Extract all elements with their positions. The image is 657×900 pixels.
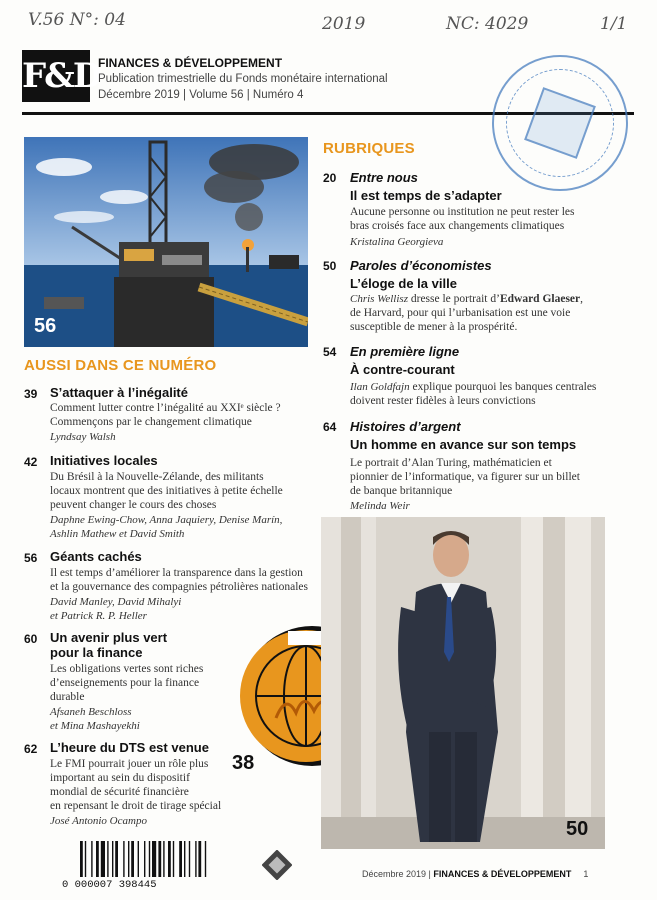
entry-title[interactable]: S’attaquer à l’inégalité [50,385,188,400]
entry-desc-line: mondial de sécurité financière [50,786,189,798]
rubrique-desc-line: Aucune personne ou institution ne peut rester les [350,206,575,218]
entry-desc-line: Comment lutter contre l’inégalité au XXIᵉ siècle ? [50,402,281,414]
entry-author: et Patrick R. P. Heller [50,610,147,622]
entry-desc-line: Le FMI pourrait jouer un rôle plus [50,758,209,770]
rubrique-author: Melinda Weir [350,500,410,512]
entry-desc-line: d’enseignements pour la finance [50,677,200,689]
masthead-title: FINANCES & DÉVELOPPEMENT [98,56,283,70]
entry-author: et Mina Mashayekhi [50,720,140,732]
rubrique-desc-line: pionnier de l’informatique, va figurer sur un billet [350,471,580,483]
handwritten-year-note: 2019 [322,14,366,34]
rubrique-category: Histoires d’argent [350,419,461,434]
entry-author: David Manley, David Mihalyi [50,596,182,608]
entry-desc-line: peuvent changer le cours des choses [50,499,217,511]
rubrique-title[interactable]: Il est temps de s’adapter [350,188,502,203]
oil-rig-image [24,137,308,347]
fd-logo: F&D [22,50,90,102]
entry-desc-line: durable [50,691,85,703]
entry-page-number: 56 [24,551,38,565]
rubrique-desc-line: de banque britannique [350,485,453,497]
rubrique-desc-line: Le portrait d’Alan Turing, mathématicien et [350,457,552,469]
rubrique-desc-line [350,293,583,306]
barcode [78,841,260,881]
entry-title[interactable]: Un avenir plus vert [50,630,168,645]
portrait-page-number: 50 [566,818,589,840]
masthead-subtitle: Publication trimestrielle du Fonds monétaire international [98,73,388,85]
footer-magazine: FINANCES & DÉVELOPPEMENT [433,869,572,879]
rubrique-desc-line: susceptible de mener à la prospérité. [350,321,518,333]
rubriques-heading: RUBRIQUES [323,140,415,157]
library-stamp [492,55,628,191]
page-footer [362,869,588,879]
rubrique-desc-line [350,381,596,394]
entry-author: José Antonio Ocampo [50,815,147,827]
entry-title[interactable]: Géants cachés [50,549,142,564]
entry-page-number: 39 [24,387,38,401]
rubrique-desc-line: de Harvard, pour qui l’urbanisation est une voie [350,307,571,319]
entry-author: Lyndsay Walsh [50,431,116,443]
entry-author: Ashlin Mathew et David Smith [50,528,185,540]
rubrique-title[interactable]: À contre-courant [350,362,455,377]
globe-page-number: 38 [232,752,255,774]
aussi-heading: AUSSI DANS CE NUMÉRO [24,357,217,374]
rubrique-author: Kristalina Georgieva [350,236,444,248]
entry-desc-line: et la gouvernance des compagnies pétrolières nationales [50,581,309,593]
handwritten-nc-note: NC: 4029 [446,14,529,34]
entry-page-number: 42 [24,455,38,469]
rubrique-page-number: 50 [323,259,337,273]
entry-title[interactable]: Initiatives locales [50,453,158,468]
rubrique-desc-text: explique pourquoi les banques centrales [409,381,597,393]
entry-author: Daphne Ewing-Chow, Anna Jaquiery, Denise Marín, [50,514,283,526]
entry-desc-line: Commençons par le changement climatique [50,416,252,428]
entry-desc-line: en repensant le droit de tirage spécial [50,800,222,812]
rubrique-desc-line: doivent rester fidèles à leurs convictions [350,395,536,407]
handwritten-page-note: 1/1 [600,14,628,34]
entry-page-number: 60 [24,632,38,646]
rubrique-desc-text: dresse le portrait d’ [407,293,500,305]
rubrique-title[interactable]: Un homme en avance sur son temps [350,437,577,452]
entry-desc-line: Du Brésil à la Nouvelle-Zélande, des militants [50,471,264,483]
rubrique-desc-subject: Edward Glaeser [499,293,581,305]
entry-author: Afsaneh Beschloss [50,706,132,718]
rubrique-page-number: 64 [323,420,337,434]
rubrique-category: Entre nous [350,170,418,185]
rubrique-category: Paroles d’économistes [350,258,492,273]
footer-page-number: 1 [583,869,589,879]
rubrique-desc-author: Ilan Goldfajn [350,381,410,393]
rubrique-category: En première ligne [350,344,460,359]
entry-title[interactable]: L’heure du DTS est venue [50,740,209,755]
entry-desc-line: Il est temps d’améliorer la transparence dans la gestion [50,567,303,579]
rubrique-desc-punct: , [580,293,584,305]
oil-rig-page-number: 56 [34,315,57,337]
entry-desc-line: Les obligations vertes sont riches [50,663,204,675]
entry-desc-line: important au sein du dispositif [50,772,190,784]
rubrique-desc-author: Chris Wellisz [350,293,408,305]
portrait-photo [321,517,605,849]
entry-page-number: 62 [24,742,38,756]
barcode-digits: 0 000007 398445 [62,879,157,891]
barcode-logo-icon [262,850,292,880]
rubrique-page-number: 54 [323,345,337,359]
entry-title[interactable]: pour la finance [50,645,143,660]
entry-desc-line: locaux montrent que des initiatives à petite échelle [50,485,283,497]
masthead-issue: Décembre 2019 | Volume 56 | Numéro 4 [98,89,304,101]
handwritten-volume-note: V.56 N°: 04 [28,10,126,30]
rubrique-title[interactable]: L’éloge de la ville [350,276,457,291]
rubrique-desc-line: bras croisés face aux changements climatiques [350,220,565,232]
rubrique-page-number: 20 [323,171,337,185]
footer-date: Décembre 2019 | [362,869,434,879]
